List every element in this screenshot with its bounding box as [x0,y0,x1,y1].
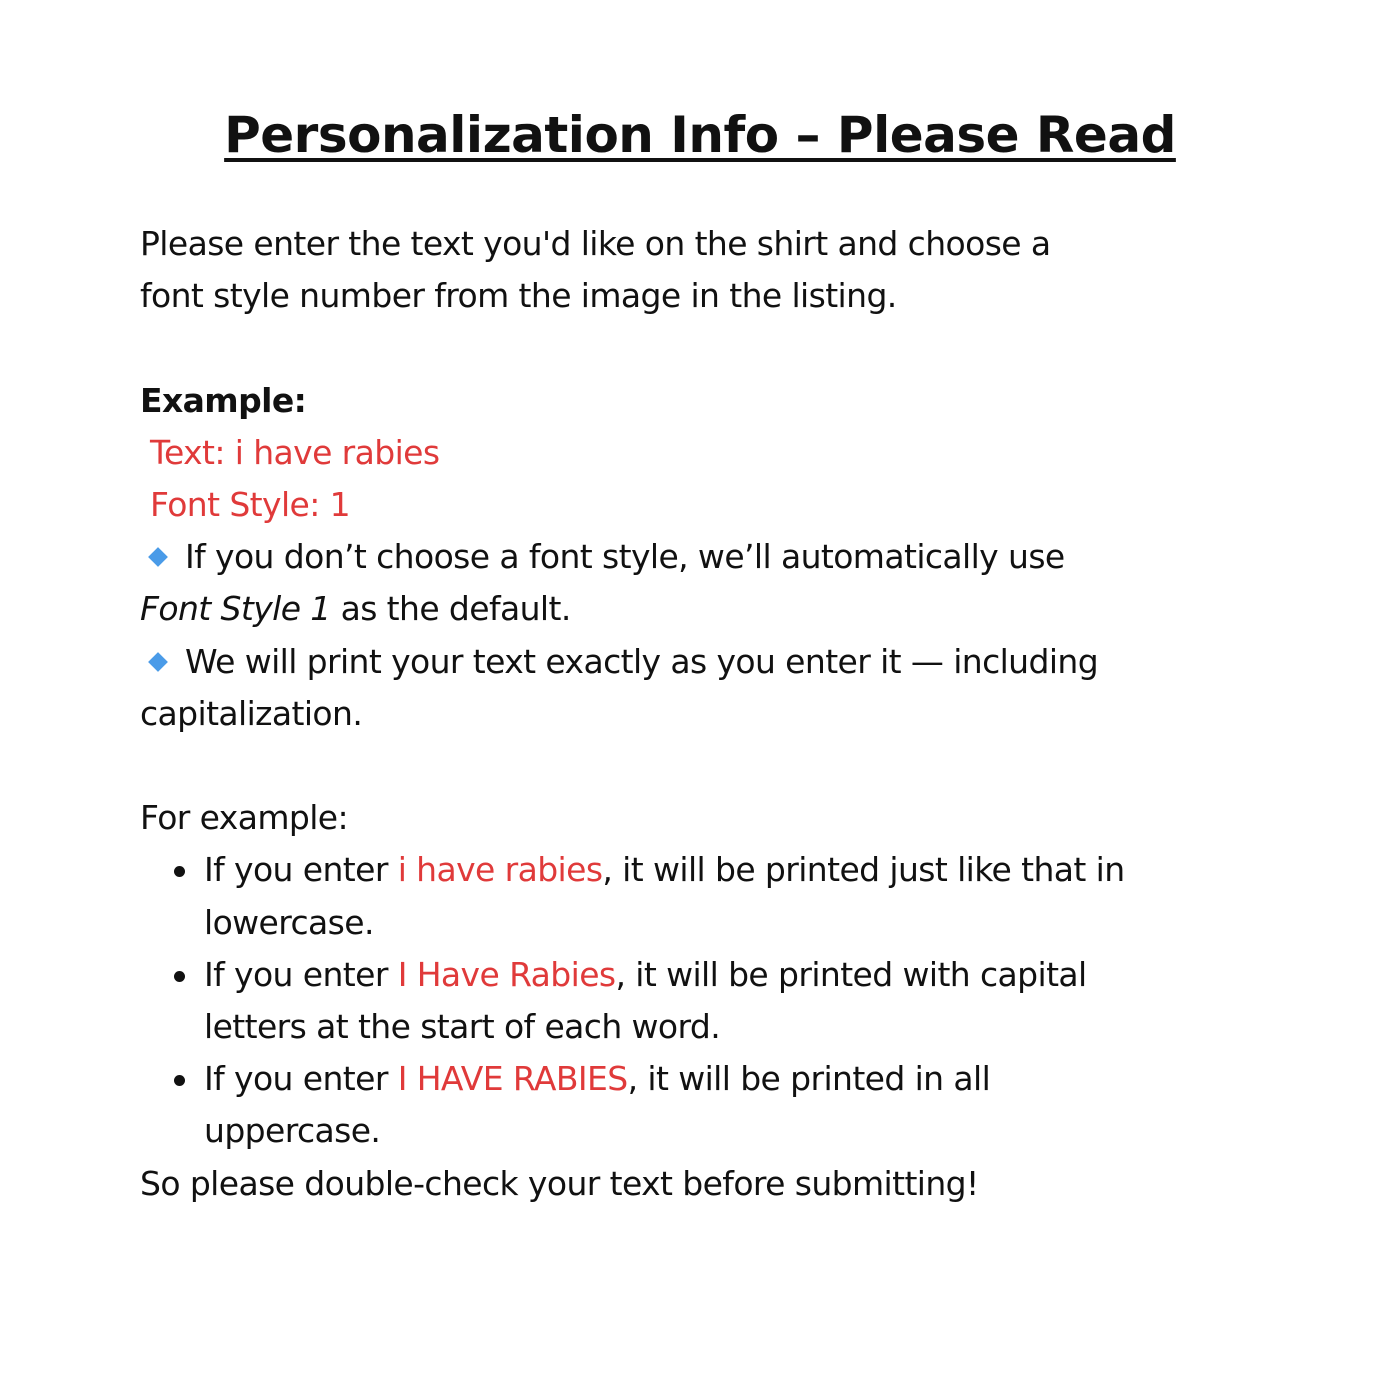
default-font-note-rest: as the default. [330,589,571,629]
default-font-note-text: If you don’t choose a font style, we’ll automatically use [185,537,1065,577]
spacer [140,322,1280,374]
list-item-suffix: , it will be printed in all [627,1059,991,1099]
list-item [140,1053,1280,1157]
list-item-line-2: uppercase. [204,1111,381,1151]
intro-line-2: font style number from the image in the listing. [140,276,897,316]
blue-diamond-icon [148,547,168,567]
personalization-instructions [140,218,1280,1210]
list-item-prefix: If you enter [204,850,398,890]
spacer [140,740,1280,792]
default-font-note [140,531,1280,583]
list-item [140,949,1280,1053]
blue-diamond-icon [148,652,168,672]
default-font-note-continuation [140,583,1280,635]
list-item-highlight: I HAVE RABIES [397,1059,628,1099]
bullet-dot-icon [174,1075,185,1086]
exact-print-note [140,636,1280,688]
example-heading: Example: [140,380,307,420]
list-item-suffix: , it will be printed just like that in [602,850,1125,890]
list-item-prefix: If you enter [204,954,398,994]
bullet-dot-icon [174,971,185,982]
list-item-highlight: i have rabies [397,850,603,890]
list-item-line [204,1053,1280,1105]
list-item-suffix: , it will be printed with capital [615,954,1087,994]
intro-line-1: Please enter the text you'd like on the shirt and choose a [140,224,1051,263]
list-item [140,844,1280,948]
example-font-line: Font Style: 1 [150,485,351,524]
list-item-prefix: If you enter [204,1059,398,1099]
closing-reminder: So please double-check your text before submitting! [140,1163,979,1203]
capitalization-examples-list [140,844,1280,1157]
list-item-line [204,844,1280,896]
bullet-dot-icon [174,866,185,877]
list-item-line-2: lowercase. [204,902,374,942]
for-example-heading: For example: [140,798,349,838]
example-text-line: Text: i have rabies [150,432,440,472]
default-font-name: Font Style 1 [140,589,331,629]
list-item-highlight: I Have Rabies [397,954,616,994]
list-item-line-2: letters at the start of each word. [204,1007,721,1047]
page-title: Personalization Info – Please Read [224,106,1176,164]
exact-print-note-continuation: capitalization. [140,693,363,733]
exact-print-note-text: We will print your text exactly as you enter it — including [185,641,1099,681]
list-item-line [204,949,1280,1001]
